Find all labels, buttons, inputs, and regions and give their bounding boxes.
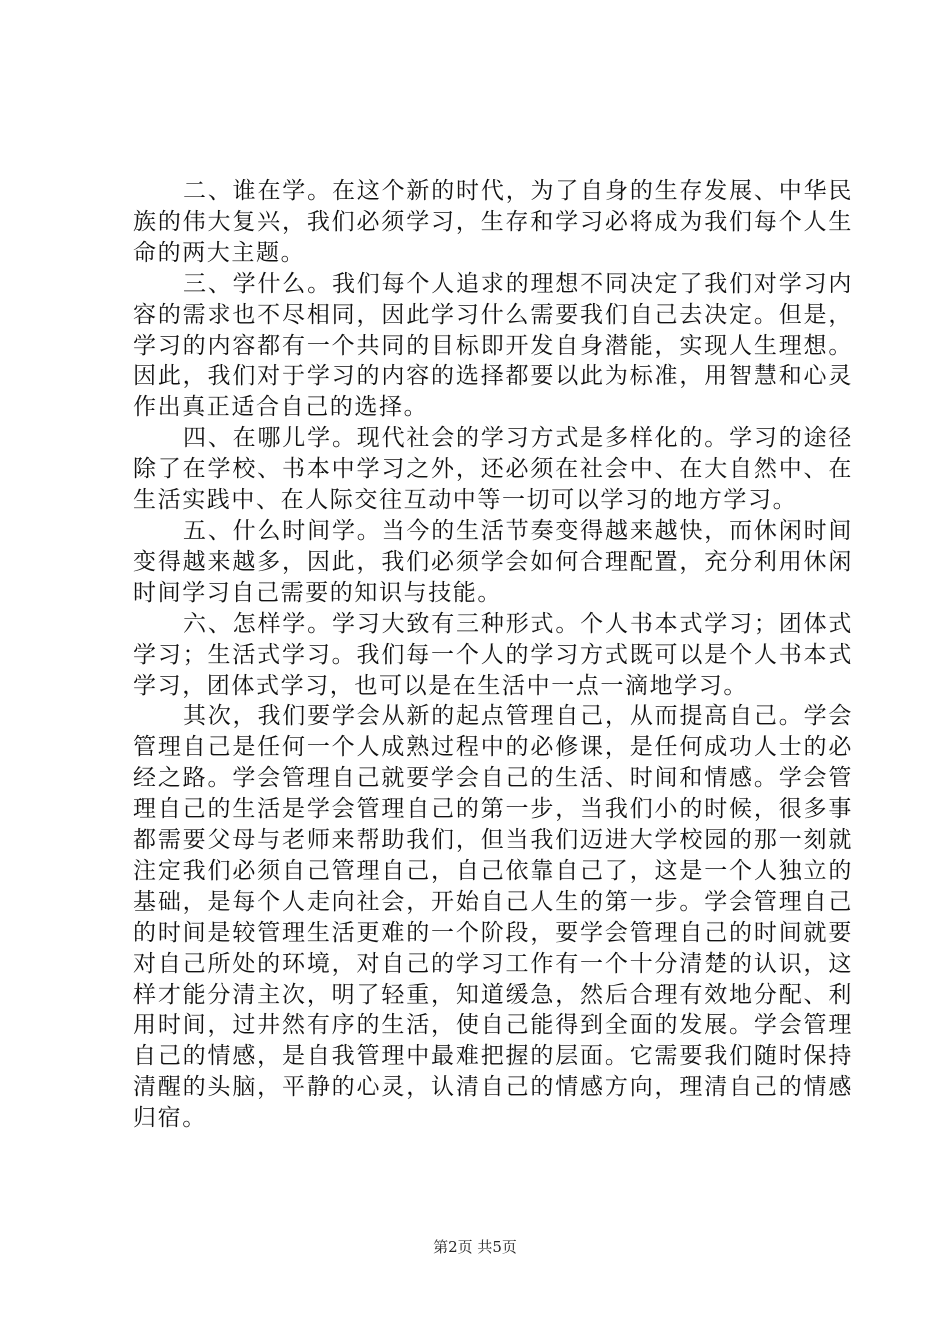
paragraph-when-to-learn: 五、什么时间学。当今的生活节奏变得越来越快，而休闲时间变得越来越多，因此，我们必须学会如何合理配置，充分利用休闲时间学习自己需要的知识与技能。 — [133, 517, 853, 606]
paragraph-how-to-learn: 六、怎样学。学习大致有三种形式。个人书本式学习；团体式学习；生活式学习。我们每一个人的学习方式既可以是个人书本式学习，团体式学习，也可以是在生活中一点一滴地学习。 — [133, 610, 853, 699]
paragraph-who-learns: 二、谁在学。在这个新的时代，为了自身的生存发展、中华民族的伟大复兴，我们必须学习，生存和学习必将成为我们每个人生命的两大主题。 — [133, 178, 853, 266]
document-body — [133, 176, 853, 1134]
page-number-footer: 第2页 共5页 — [433, 1238, 517, 1256]
paragraph-self-management: 其次，我们要学会从新的起点管理自己，从而提高自己。学会管理自己是任何一个人成熟过程中的必修课，是任何成功人士的必经之路。学会管理自己就要学会自己的生活、时间和情感。学会管理自己的生活是学会管理自己的第一步，当我们小的时候，很多事都需要父母与老师来帮助我们，但当我们迈进大学校园的那一刻就注定我们必须自己管理自己，自己依靠自己了，这是一个人独立的基础，是每个人走向社会，开始自己人生的第一步。学会管理自己的时间是较管理生活更难的一个阶段，要学会管理自己的时间就要对自己所处的环境，对自己的学习工作有一个十分清楚的认识，这样才能分清主次，明了轻重，知道缓急，然后合理有效地分配、利用时间，过井然有序的生活，使自己能得到全面的发展。学会管理自己的情感，是自我管理中最难把握的层面。它需要我们随时保持清醒的头脑，平静的心灵，认清自己的情感方向，理清自己的情感归宿。 — [133, 703, 853, 1132]
paragraph-what-to-learn: 三、学什么。我们每个人追求的理想不同决定了我们对学习内容的需求也不尽相同，因此学习什么需要我们自己去决定。但是，学习的内容都有一个共同的目标即开发自身潜能，实现人生理想。因此，我们对于学习的内容的选择都要以此为标准，用智慧和心灵作出真正适合自己的选择。 — [133, 270, 853, 421]
paragraph-where-to-learn: 四、在哪儿学。现代社会的学习方式是多样化的。学习的途径除了在学校、书本中学习之外，还必须在社会中、在大自然中、在生活实践中、在人际交往互动中等一切可以学习的地方学习。 — [133, 425, 853, 514]
